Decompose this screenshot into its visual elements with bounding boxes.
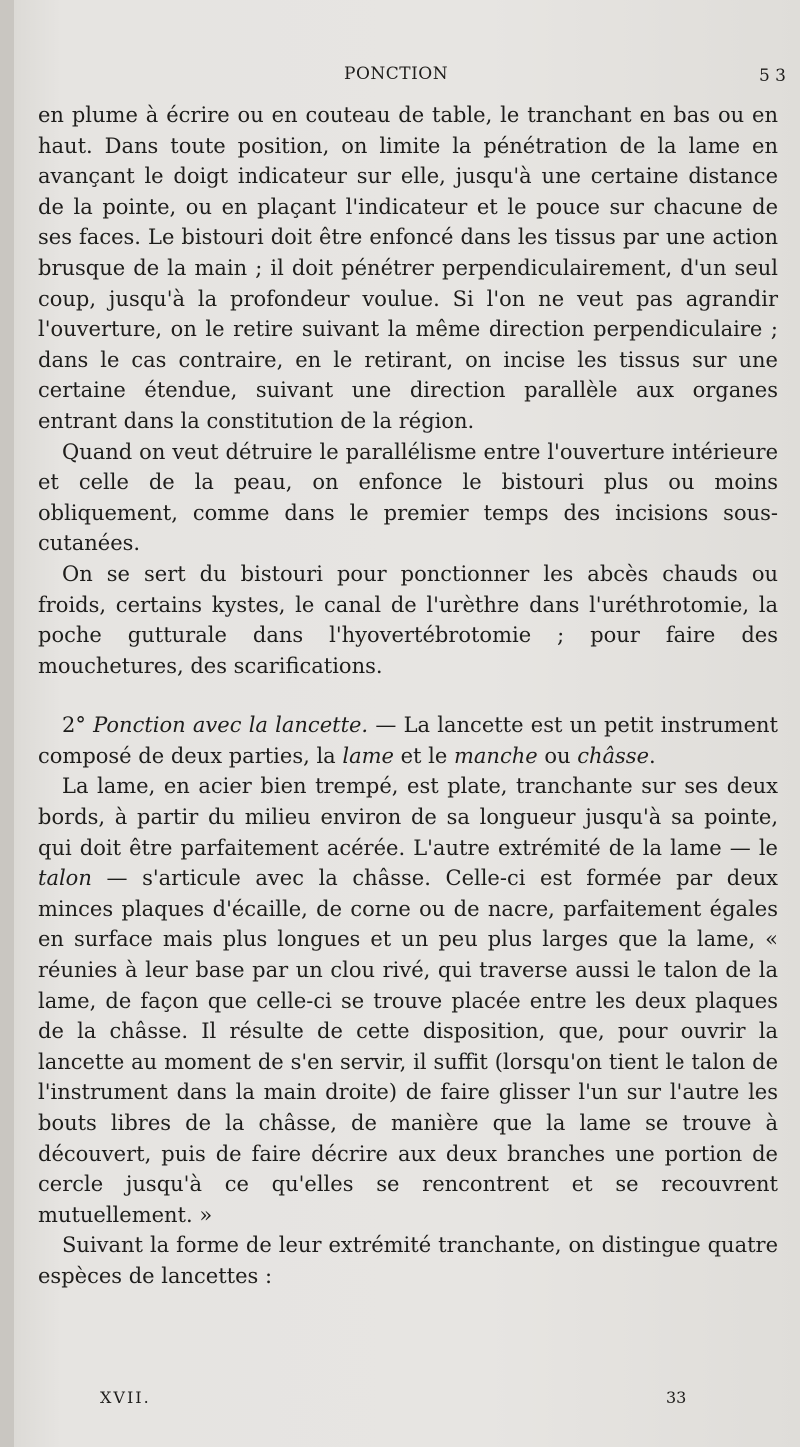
section-heading: Ponction avec la lancette. bbox=[93, 713, 369, 738]
lame-text-2: — s'articule avec la châsse. Celle-ci est formée par deux minces plaques d'écaille, de corne ou de nacre, parfaitement égales en surface mais plus longues et un peu plus larges que la lame, « réunies à leur base par un clou rivé, qui traverse aussi le talon de la lame, de façon que celle-ci se trouve placée entre les deux plaques de la châsse. Il résulte de cette disposition, que, pour ouvrir la lancette au moment de s'en servir, il suffit (lorsqu'on tient le talon de l'instrument dans la main droite) de faire glisser l'un sur l'autre les bouts libres de la châsse, de manière que la lame se trouve à découvert, puis de faire décrire aux deux branches une portion de cercle jusqu'à ce qu'elles se rencontrent et se recouvrent mutuellement. » bbox=[38, 866, 778, 1227]
lame-text-1: La lame, en acier bien trempé, est plate, tranchante sur ses deux bords, à partir du milieu environ de sa longueur jusqu'à sa pointe, qui doit être parfaitement acérée. L'autre extrémité de la lame — le bbox=[38, 774, 778, 860]
section-number: 2° bbox=[62, 713, 86, 738]
page-footer bbox=[14, 1388, 800, 1414]
term-chasse: châsse bbox=[577, 743, 649, 768]
book-page bbox=[14, 0, 800, 1447]
section-text-3: ou bbox=[537, 743, 578, 768]
term-talon: talon bbox=[38, 866, 92, 891]
paragraph-lame bbox=[38, 771, 778, 1230]
section-text-4: . bbox=[649, 743, 656, 768]
signature-mark: XVII. bbox=[100, 1388, 151, 1407]
page-number: 5 3 bbox=[758, 66, 786, 86]
running-title: PONCTION bbox=[344, 64, 449, 84]
sheet-number: 33 bbox=[666, 1388, 687, 1407]
term-manche: manche bbox=[454, 743, 538, 768]
page-header bbox=[14, 64, 800, 90]
section-lancette bbox=[38, 710, 778, 771]
section-dash: — bbox=[368, 713, 404, 738]
body-text bbox=[38, 100, 778, 1292]
section-text-2: et le bbox=[393, 743, 454, 768]
paragraph-parallelisme: Quand on veut détruire le parallélisme entre l'ouverture intérieure et celle de la peau, on enfonce le bistouri plus ou moins obliquement, comme dans le premier temps des incisions sous-cutanées. bbox=[38, 439, 778, 556]
paragraph-especes-lancettes: Suivant la forme de leur extrémité tranchante, on distingue quatre espèces de lancettes : bbox=[38, 1233, 778, 1288]
term-lame: lame bbox=[342, 743, 394, 768]
paragraph-continuation: en plume à écrire ou en couteau de table, le tranchant en bas ou en haut. Dans toute position, on limite la pénétration de la lame en avançant le doigt indicateur sur elle, jusqu'à une certaine distance de la pointe, ou en plaçant l'indicateur et le pouce sur chacune de ses faces. Le bistouri doit être enfoncé dans les tissus par une action brusque de la main ; il doit pénétrer perpendiculairement, d'un seul coup, jusqu'à la profondeur voulue. Si l'on ne veut pas agrandir l'ouverture, on le retire suivant la même direction perpendiculaire ; dans le cas contraire, en le retirant, on incise les tissus sur une certaine étendue, suivant une direction parallèle aux organes entrant dans la constitution de la région. bbox=[38, 103, 778, 433]
paragraph-usages-bistouri: On se sert du bistouri pour ponctionner les abcès chauds ou froids, certains kystes, le canal de l'urèthre dans l'uréthrotomie, la poche gutturale dans l'hyovertébrotomie ; pour faire des mouchetures, des scarifications. bbox=[38, 561, 778, 678]
section-text-1: La lancette est un petit instrument composé de deux parties, la bbox=[38, 713, 778, 768]
